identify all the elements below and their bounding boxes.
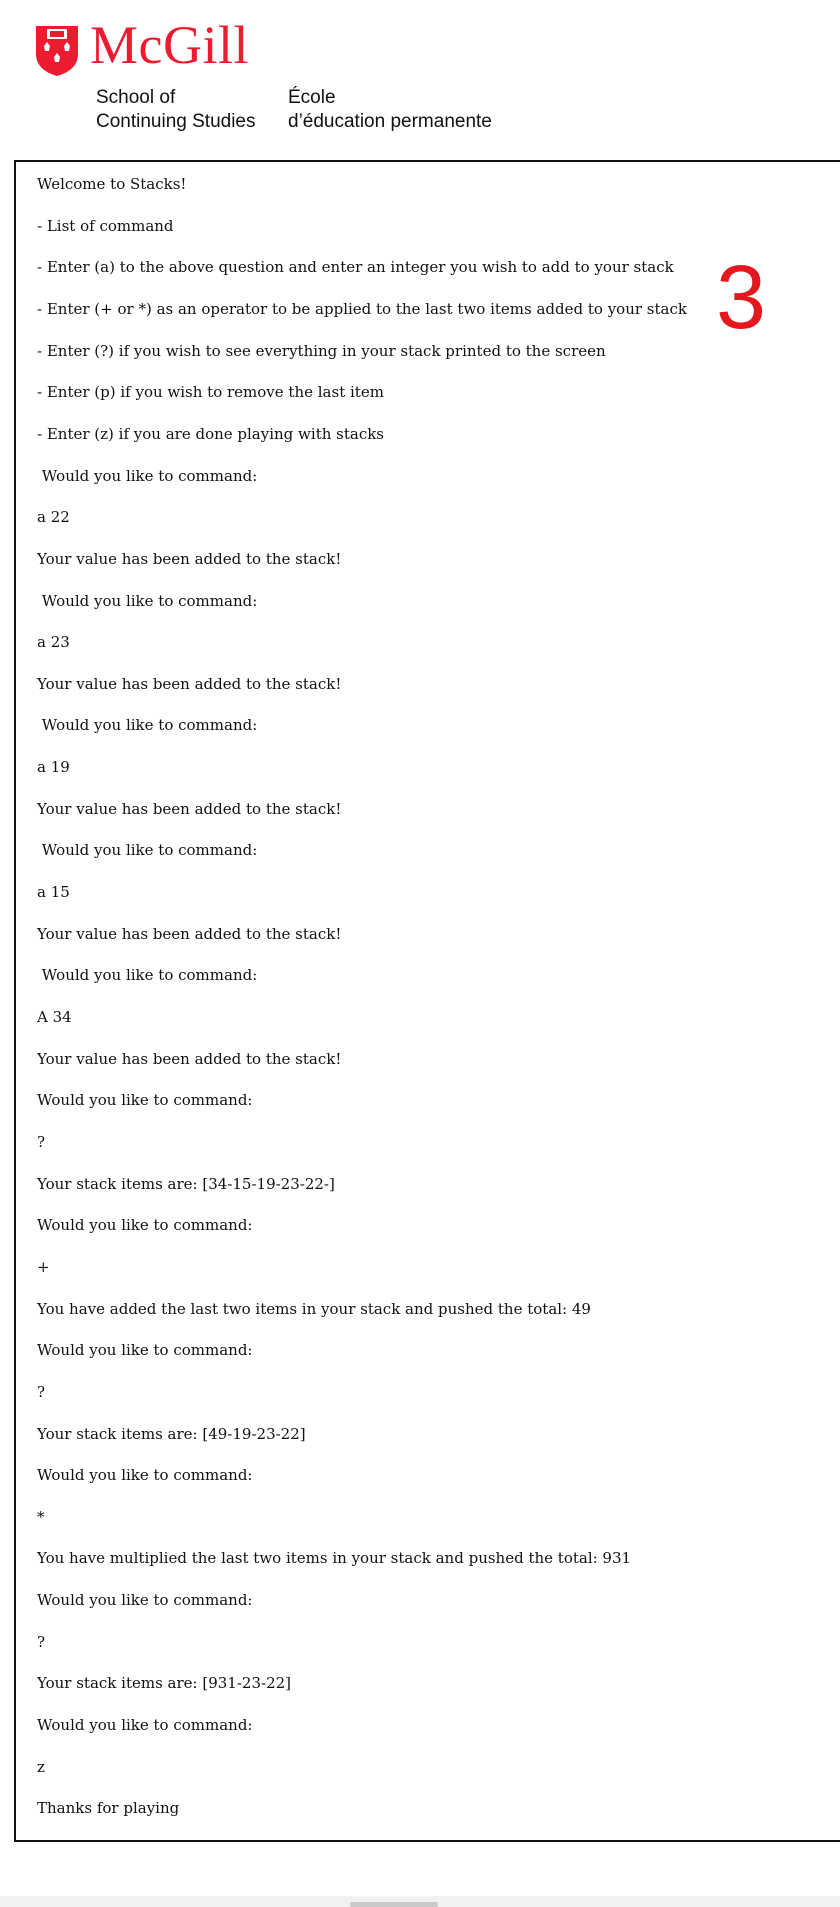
school-fr-line-2: d’éducation permanente [288,111,492,132]
page-header [0,0,840,160]
console-line: a 15 [37,883,70,902]
console-line: Thanks for playing [37,1799,180,1818]
console-line: - Enter (p) if you wish to remove the last item [37,383,384,402]
handwritten-annotation-number: 3 [716,248,767,348]
console-line: A 34 [37,1008,72,1026]
console-line: Would you like to command: [37,466,258,485]
console-line: Would you like to command: [37,841,258,860]
console-line: a 22 [37,508,70,527]
console-line: a 19 [37,758,70,777]
console-line: Your value has been added to the stack! [37,924,342,943]
school-en-line-2: Continuing Studies [96,111,256,132]
console-line: Would you like to command: [37,1216,253,1235]
school-fr-line-1: École [288,87,336,108]
console-line: * [37,1507,45,1526]
console-output-panel [14,160,840,1842]
console-line: + [37,1257,50,1276]
console-line: Would you like to command: [37,716,258,735]
mcgill-wordmark: McGill [90,15,249,75]
console-line: Your value has been added to the stack! [37,1049,342,1068]
scroll-indicator[interactable] [350,1902,438,1907]
console-line: Your stack items are: [49-19-23-22] [37,1424,306,1443]
console-line: You have multiplied the last two items in your stack and pushed the total: 931 [37,1549,632,1568]
console-line: ? [37,1132,46,1151]
console-line: Your value has been added to the stack! [37,674,342,693]
console-line: - List of command [37,216,174,235]
mcgill-shield-icon [34,24,80,78]
console-line: Would you like to command: [37,1466,253,1485]
console-line: - Enter (?) if you wish to see everything in your stack printed to the screen [37,341,606,360]
console-line: - Enter (z) if you are done playing with stacks [37,424,385,443]
console-line: Would you like to command: [37,1341,253,1360]
school-en-line-1: School of [96,87,176,108]
console-line: Your value has been added to the stack! [37,549,342,568]
console-line: ? [37,1632,46,1651]
console-line: z [37,1757,45,1776]
console-line: Welcome to Stacks! [37,175,187,193]
console-line: Your stack items are: [34-15-19-23-22-] [37,1174,335,1193]
console-line: Would you like to command: [37,1591,253,1610]
console-line: You have added the last two items in your stack and pushed the total: 49 [37,1299,591,1318]
console-line: Would you like to command: [37,966,258,985]
console-line: Would you like to command: [37,591,258,610]
console-line: Your value has been added to the stack! [37,799,342,818]
console-line: Your stack items are: [931-23-22] [37,1674,292,1693]
school-name-french [288,86,492,134]
console-line: a 23 [37,633,70,652]
school-name-english [96,86,256,134]
console-line: ? [37,1382,46,1401]
console-line: Would you like to command: [37,1716,253,1735]
console-line: - Enter (+ or *) as an operator to be applied to the last two items added to your stack [37,299,687,318]
console-line: Would you like to command: [37,1091,253,1110]
console-line: - Enter (a) to the above question and enter an integer you wish to add to your stack [37,258,674,277]
